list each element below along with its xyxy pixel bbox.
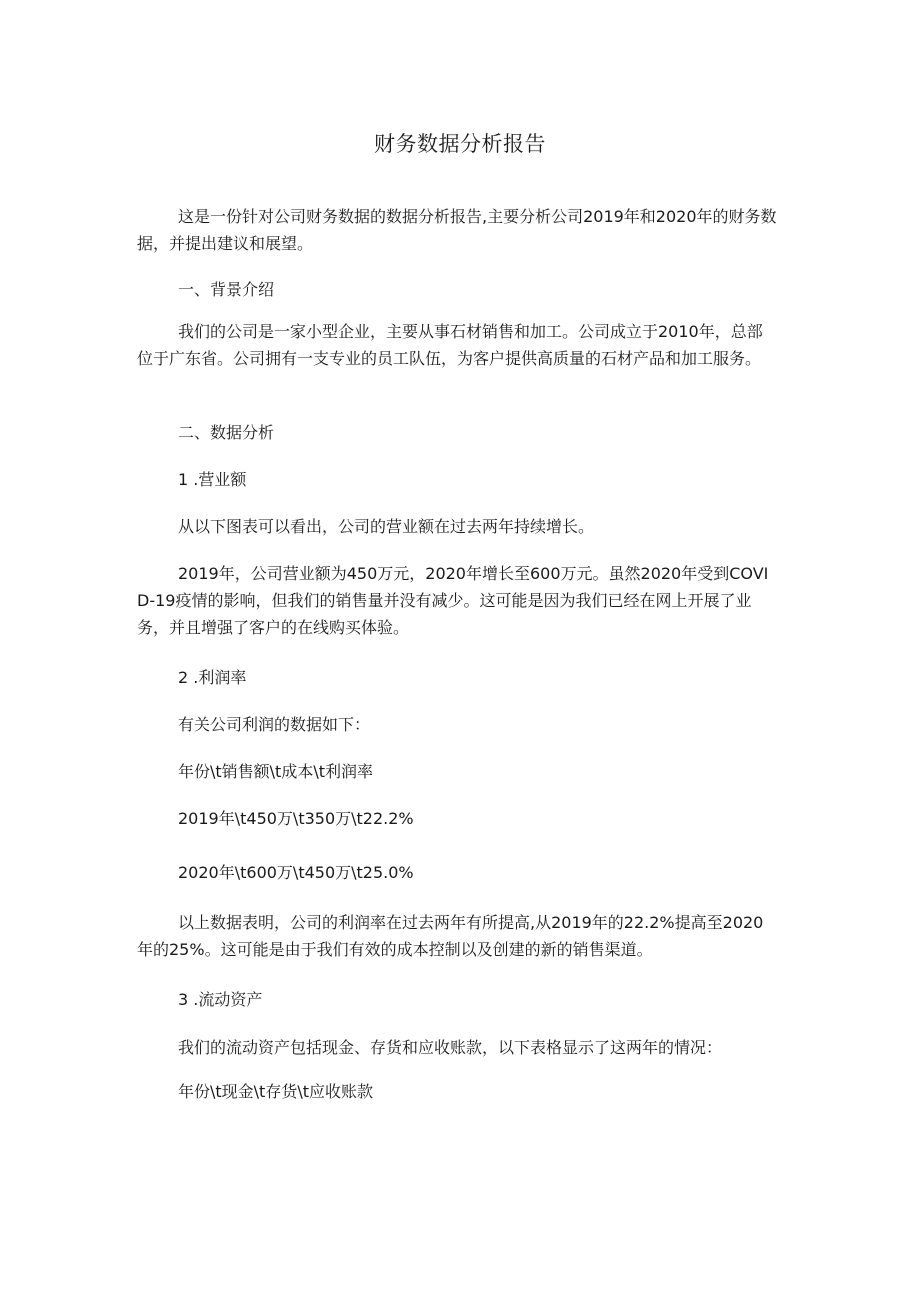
intro-paragraph: 这是一份针对公司财务数据的数据分析报告,主要分析公司2019年和2020年的财务数据，并提出建议和展望。: [137, 207, 777, 253]
profit-table-header: 年份\t销售额\t成本\t利润率: [178, 762, 373, 781]
revenue-intro-line: 从以下图表可以看出，公司的营业额在过去两年持续增长。: [178, 517, 595, 536]
document-title: 财务数据分析报告: [374, 132, 546, 156]
subheading-current-assets: 3 .流动资产: [178, 990, 263, 1009]
profit-paragraph: 以上数据表明，公司的利润率在过去两年有所提高,从2019年的22.2%提高至2020年的25%。这可能是由于我们有效的成本控制以及创建的新的销售渠道。: [137, 913, 764, 959]
profit-intro-line: 有关公司利润的数据如下：: [178, 715, 371, 734]
assets-table-header: 年份\t现金\t存货\t应收账款: [178, 1082, 373, 1101]
section-heading-data-analysis: 二、数据分析: [178, 423, 275, 442]
profit-table-row-2019: 2019年\t450万\t350万\t22.2%: [178, 809, 414, 828]
background-paragraph: 我们的公司是一家小型企业，主要从事石材销售和加工。公司成立于2010年，总部位于广东省。公司拥有一支专业的员工队伍，为客户提供高质量的石材产品和加工服务。: [137, 322, 763, 368]
revenue-paragraph: 2019年，公司营业额为450万元，2020年增长至600万元。虽然2020年受到COVID-19疫情的影响，但我们的销售量并没有减少。这可能是因为我们已经在网上开展了业务，并且增强了客户的在线购买体验。: [137, 564, 769, 637]
assets-intro-line: 我们的流动资产包括现金、存货和应收账款，以下表格显示了这两年的情况：: [178, 1038, 723, 1057]
subheading-revenue: 1 .营业额: [178, 470, 247, 489]
section-heading-background: 一、背景介绍: [178, 280, 275, 299]
subheading-profit-margin: 2 .利润率: [178, 668, 247, 687]
profit-table-row-2020: 2020年\t600万\t450万\t25.0%: [178, 863, 414, 882]
